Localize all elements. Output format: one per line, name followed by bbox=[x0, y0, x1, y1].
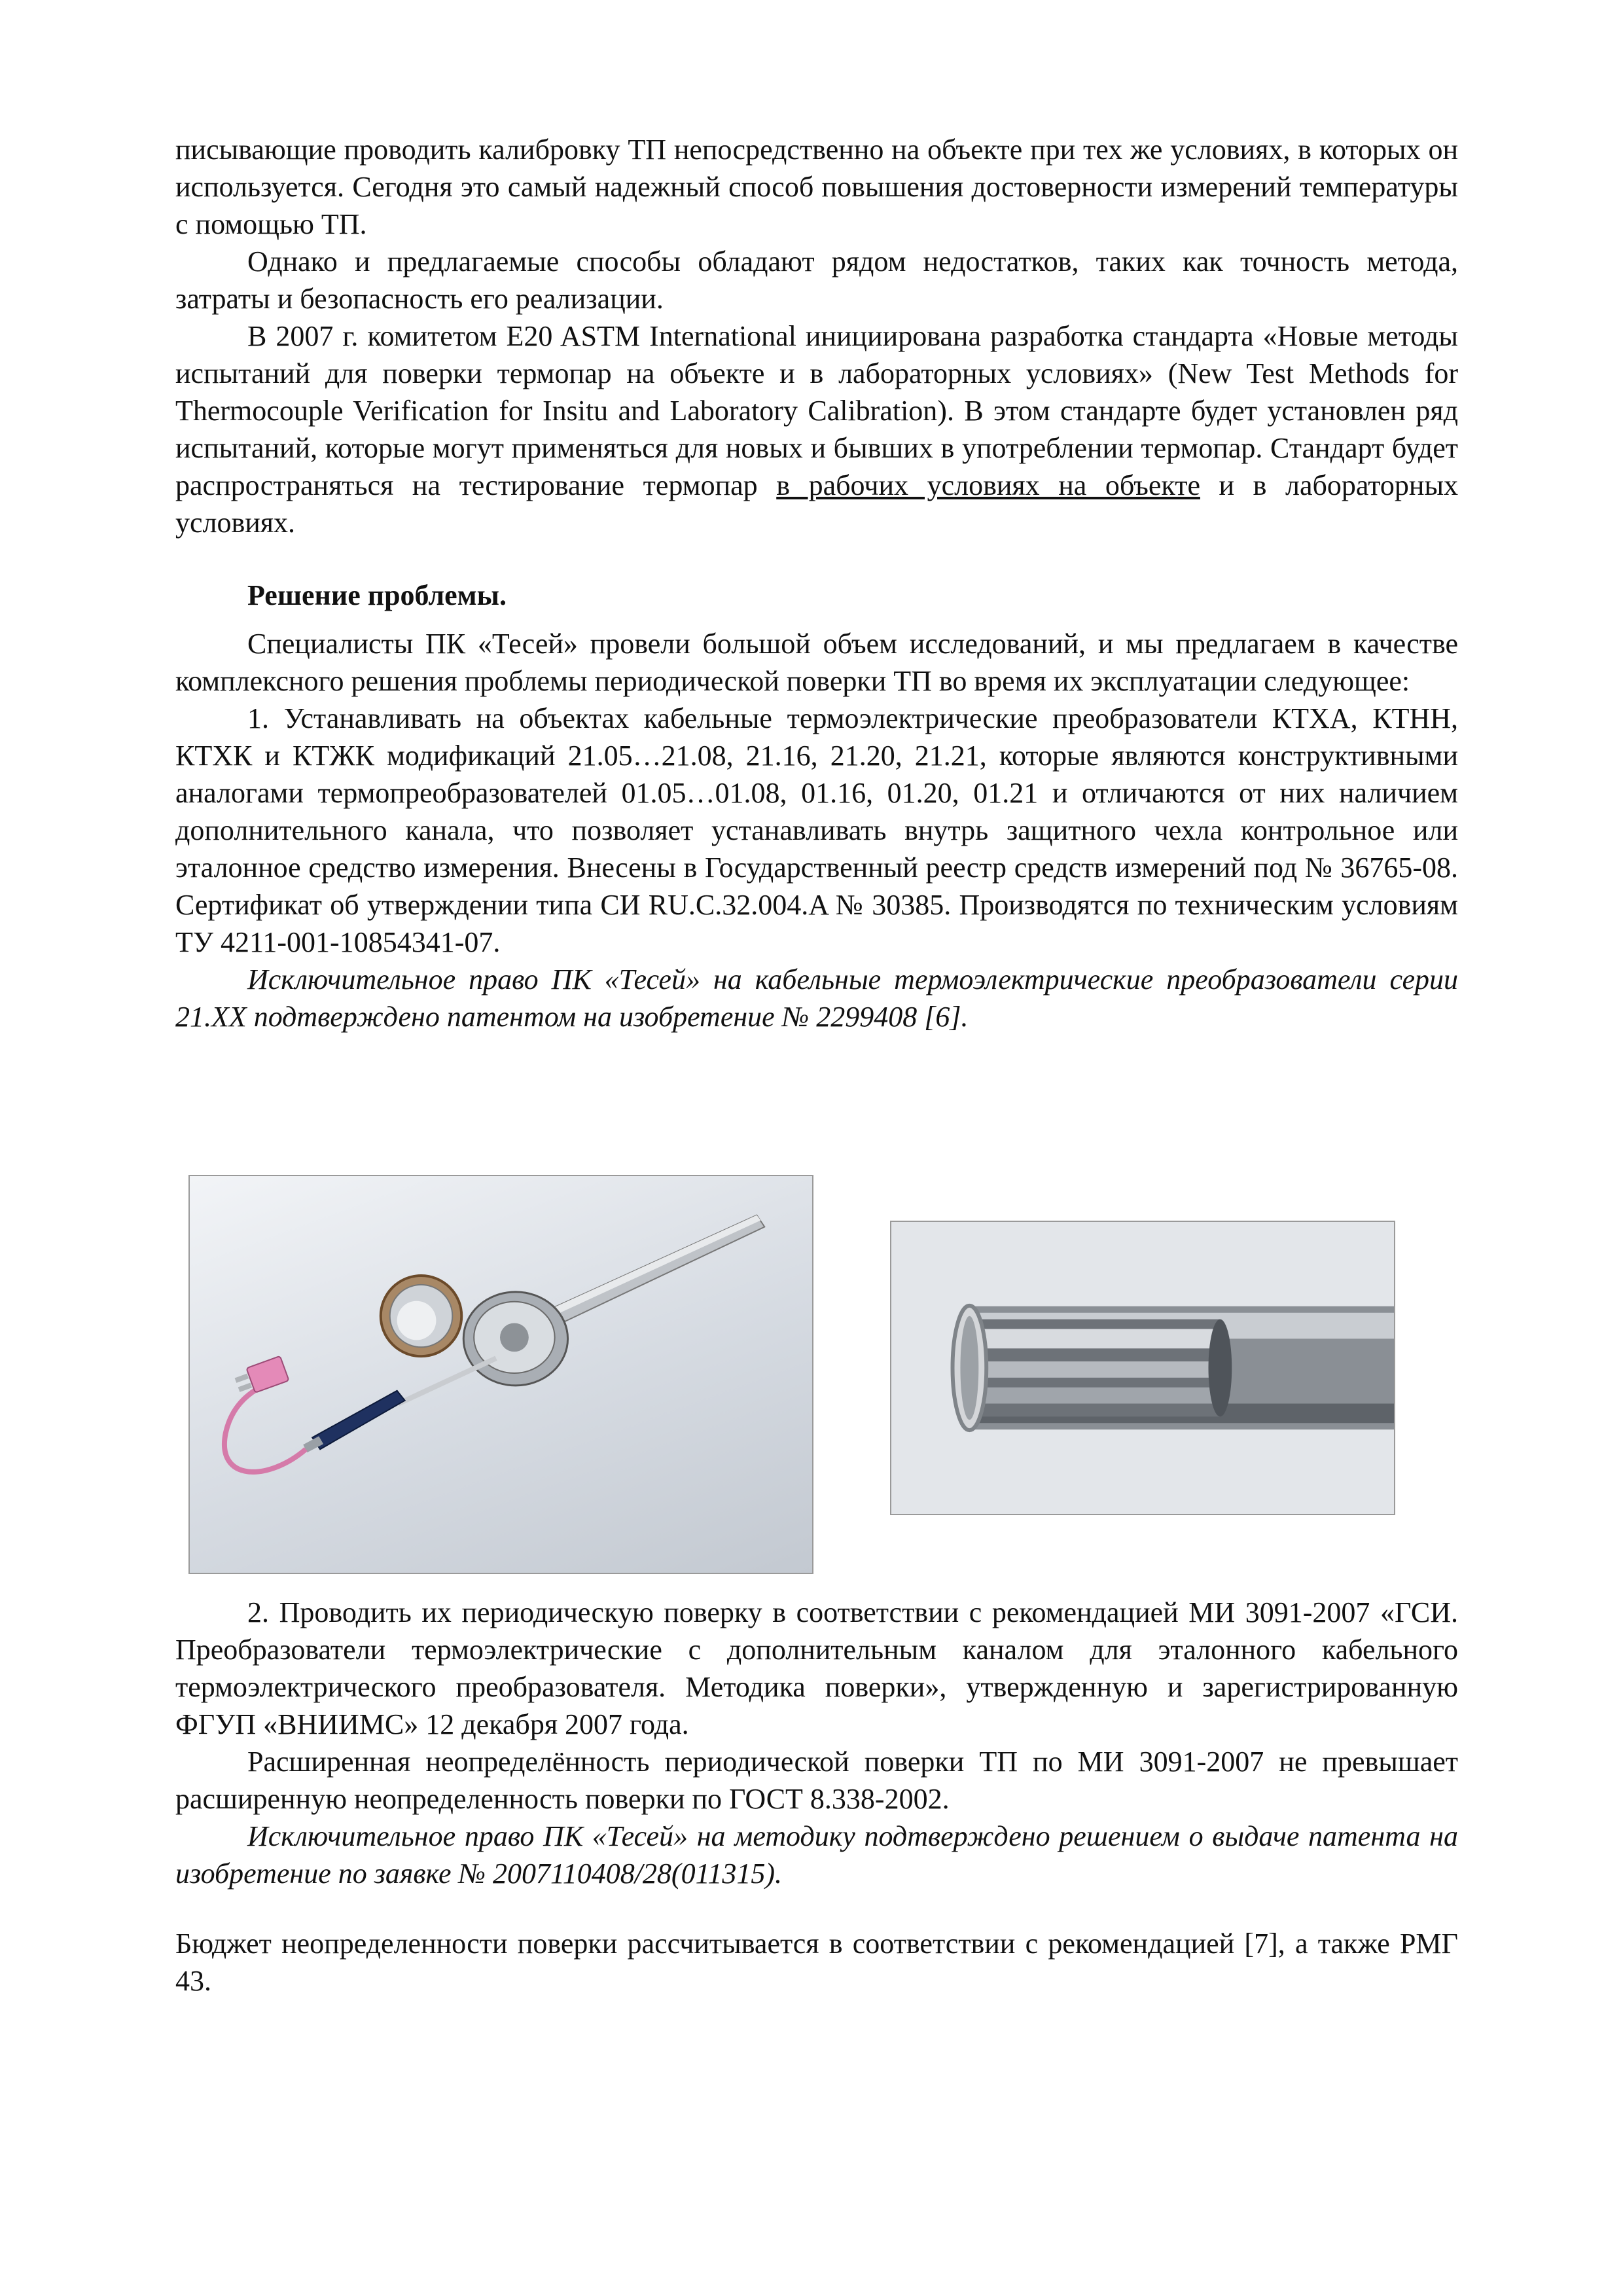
paragraph-1: писывающие проводить калибровку ТП непосредственно на объекте при тех же условиях, в которых он используется. Сегодня это самый надежный способ повышения достоверности измерений температуры с помощью ТП. bbox=[175, 134, 1458, 240]
document-page bbox=[175, 131, 1458, 1035]
paragraph-5: 1. Устанавливать на объектах кабельные термоэлектрические преобразователи КТХА, КТНН, КТХК и КТЖК модификаций 21.05…21.08, 21.16, 21.20, 21.21, которые являются конструктивными аналогами термопреобразователей 01.05…01.08, 01.16, 01.20, 01.21 и отличаются от них наличием дополнительного канала, что позволяет устанавливать внутрь защитного чехла контрольное или эталонное средство измерения. Внесены в Государственный реестр средств измерений под № 36765-08. Сертификат об утверждении типа СИ RU.C.32.004.A № 30385. Производятся по техническим условиям ТУ 4211-001-10854341-07. bbox=[175, 702, 1458, 958]
paragraph-3-text: В 2007 г. комитетом E20 ASTM International инициирована разработка стандарта «Новые методы испытаний для поверки термопар на объекте и в лабораторных условиях» (New Test Methods for Thermocouple Verification for Insitu and Laboratory Calibration). В этом стандарте будет установлен ряд испытаний, которые могут применяться для новых и бывших в употреблении термопар. Стандарт будет распространяться на тестирование термопар bbox=[175, 320, 1458, 501]
section-heading: Решение проблемы. bbox=[247, 579, 507, 611]
thermocouple-assembly-image bbox=[188, 1175, 813, 1574]
sheath-cross-section-image bbox=[890, 1221, 1395, 1515]
paragraph-9-italic: Исключительное право ПК «Тесей» на методику подтверждено решением о выдаче патента на изобретение по заявке № 2007110408/28(011315). bbox=[175, 1820, 1458, 1890]
document-page-continued bbox=[175, 1594, 1458, 2000]
paragraph-3 bbox=[175, 317, 1458, 541]
paragraph-3-end: и в лабораторных условиях. bbox=[175, 469, 1459, 539]
underlined-phrase: в рабочих условиях на объекте bbox=[776, 469, 1200, 501]
paragraph-6-italic: Исключительное право ПК «Тесей» на кабельные термоэлектрические преобразователи серии 21.XX подтверждено патентом на изобретение № 2299408 [6]. bbox=[175, 963, 1458, 1033]
paragraph-2: Однако и предлагаемые способы обладают рядом недостатков, таких как точность метода, затраты и безопасность его реализации. bbox=[175, 245, 1458, 315]
figures-row bbox=[175, 1175, 1458, 1577]
paragraph-7: 2. Проводить их периодическую поверку в соответствии с рекомендацией МИ 3091-2007 «ГСИ. Преобразователи термоэлектрические с дополнительным каналом для эталонного кабельного термоэлектрического преобразователя. Методика поверки», утвержденную и зарегистрированную ФГУП «ВНИИМС» 12 декабря 2007 года. bbox=[175, 1596, 1458, 1740]
paragraph-4: Специалисты ПК «Тесей» провели большой объем исследований, и мы предлагаем в качестве комплексного решения проблемы периодической поверки ТП во время их эксплуатации следующее: bbox=[175, 628, 1458, 697]
paragraph-8: Расширенная неопределённость периодической поверки ТП по МИ 3091-2007 не превышает расширенную неопределенность поверки по ГОСТ 8.338-2002. bbox=[175, 1746, 1458, 1815]
paragraph-10: Бюджет неопределенности поверки рассчитывается в соответствии с рекомендацией [7], а также РМГ 43. bbox=[175, 1928, 1458, 1997]
